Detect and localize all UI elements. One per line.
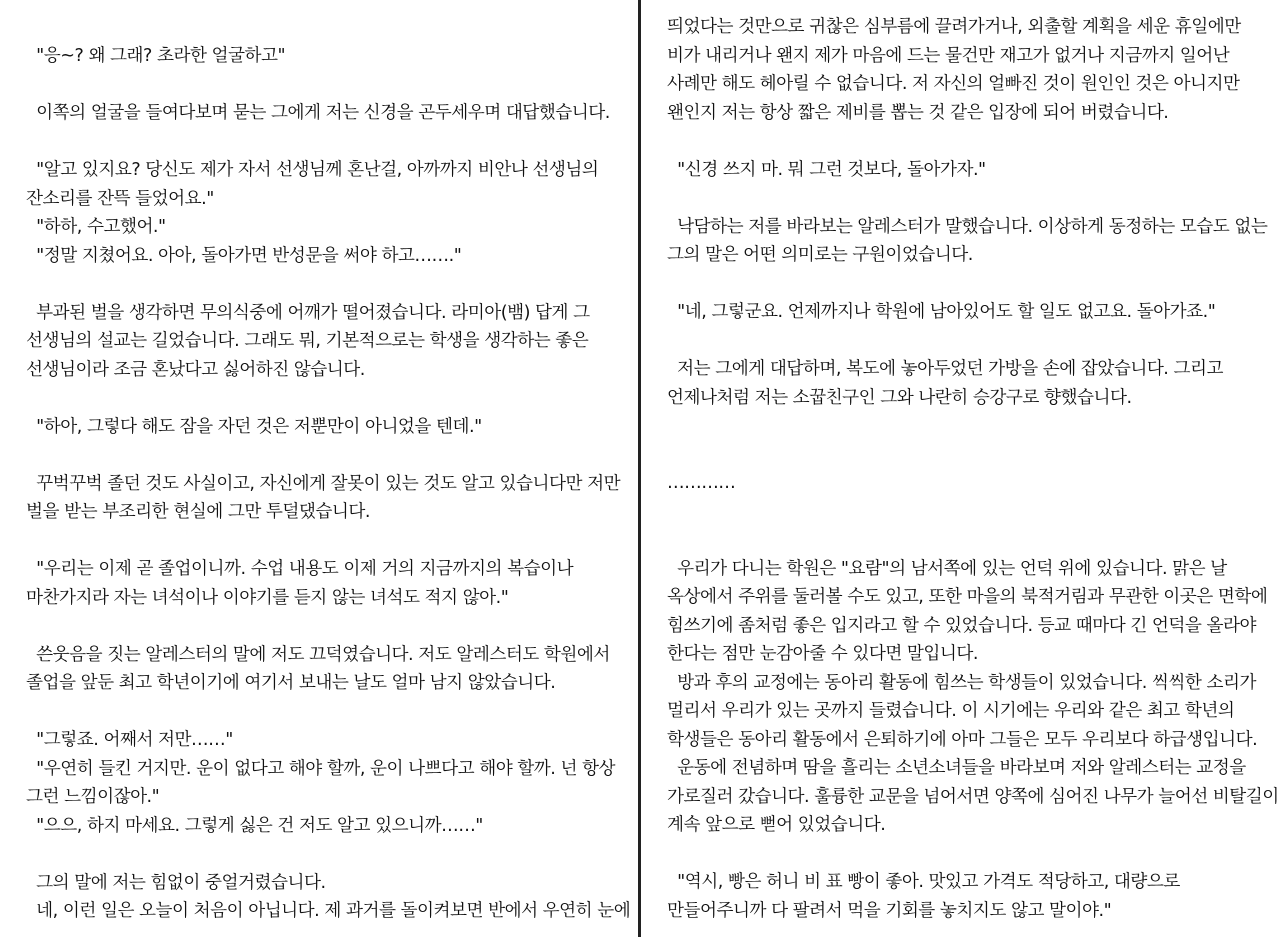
- blank-line: [26, 128, 638, 157]
- text-line: 띄었다는 것만으로 귀찮은 심부름에 끌려가거나, 외출할 계획을 세운 휴일에만: [667, 17, 1241, 37]
- text-line: 왠인지 저는 항상 짧은 제비를 뽑는 것 같은 입장에 되어 버렸습니다.: [667, 102, 1169, 123]
- text-line: "알고 있지요? 당신도 제가 자서 선생님께 혼난걸, 아까까지 비안나 선생님의: [26, 160, 599, 180]
- blank-line: [667, 327, 1280, 356]
- text-line: 네, 이런 일은 오늘이 처음이 아닙니다. 제 과거를 돌이켜보면 반에서 우연히 눈에: [26, 901, 631, 921]
- text-line: "역시, 빵은 허니 비 표 빵이 좋아. 맛있고 가격도 적당하고, 대량으로: [667, 872, 1180, 892]
- blank-line: [26, 384, 638, 413]
- blank-line: [26, 840, 638, 869]
- text-line: "응~? 왜 그래? 초라한 얼굴하고": [26, 46, 286, 66]
- blank-line: [667, 184, 1280, 213]
- text-line: 잔소리를 잔뜩 들었어요.": [26, 188, 214, 209]
- blank-line: [26, 71, 638, 100]
- blank-line: [26, 527, 638, 556]
- text-line: 우리가 다니는 학원은 "요람"의 남서쪽에 있는 언덕 위에 있습니다. 맑은 날: [667, 558, 1227, 579]
- text-line: 낙담하는 저를 바라보는 알레스터가 말했습니다. 이상하게 동정하는 모습도 없는: [667, 216, 1268, 237]
- text-line: 방과 후의 교정에는 동아리 활동에 힘쓰는 학생들이 있었습니다. 씩씩한 소리가: [667, 672, 1256, 693]
- right-page: [641, 0, 1280, 937]
- text-line: "네, 그렇군요. 언제까지나 학원에 남아있어도 할 일도 없고요. 돌아가죠.": [667, 302, 1216, 322]
- blank-line: [26, 612, 638, 641]
- text-line: "으으, 하지 마세요. 그렇게 싫은 건 저도 알고 있으니까……": [26, 815, 483, 836]
- blank-line: [667, 270, 1280, 299]
- text-line: 저는 그에게 대답하며, 복도에 놓아두었던 가방을 손에 잡았습니다. 그리고: [667, 359, 1223, 379]
- blank-line: [667, 412, 1280, 441]
- text-line: 벌을 받는 부조리한 현실에 그만 투덜댔습니다.: [26, 502, 370, 522]
- text-line: 그의 말에 저는 힘없이 중얼거렸습니다.: [26, 872, 326, 893]
- text-line: 선생님이라 조금 혼났다고 싫어하진 않습니다.: [26, 359, 365, 380]
- text-line: 이쪽의 얼굴을 들여다보며 묻는 그에게 저는 신경을 곤두세우며 대답했습니다.: [26, 103, 610, 123]
- text-line: 졸업을 앞둔 최고 학년이기에 여기서 보내는 날도 얼마 남지 않았습니다.: [26, 673, 556, 693]
- text-line: "하아, 그렇다 해도 잠을 자던 것은 저뿐만이 아니었을 텐데.": [26, 416, 482, 437]
- text-line: "신경 쓰지 마. 뭐 그런 것보다, 돌아가자.": [667, 159, 986, 180]
- blank-line: [667, 127, 1280, 156]
- text-line: 옥상에서 주위를 둘러볼 수도 있고, 또한 마을의 북적거림과 무관한 이곳은 면학에: [667, 587, 1268, 607]
- text-line: 한다는 점만 눈감아줄 수 있다면 말입니다.: [667, 644, 978, 664]
- text-line: "우리는 이제 곧 졸업이니까. 수업 내용도 이제 거의 지금까지의 복습이나: [26, 559, 574, 579]
- text-line: 그런 느낌이잖아.": [26, 787, 160, 807]
- text-line: "그렇죠. 어째서 저만……": [26, 730, 233, 750]
- text-line: "우연히 들킨 거지만. 운이 없다고 해야 할까, 운이 나쁘다고 해야 할까. 넌 항상: [26, 758, 616, 779]
- text-line: …………: [667, 473, 736, 493]
- text-line: 꾸벅꾸벅 졸던 것도 사실이고, 자신에게 잘못이 있는 것도 알고 있습니다만 저만: [26, 473, 621, 494]
- blank-line: [667, 441, 1280, 470]
- text-line: 부과된 벌을 생각하면 무의식중에 어깨가 떨어졌습니다. 라미아(뱀) 답게 그: [26, 302, 590, 323]
- text-line: 비가 내리거나 왠지 제가 마음에 드는 물건만 재고가 없거나 지금까지 일어난: [667, 45, 1230, 66]
- text-line: "하하, 수고했어.": [26, 217, 166, 237]
- blank-line: [26, 270, 638, 299]
- text-line: 만들어주니까 다 팔려서 먹을 기회를 놓치지도 않고 말이야.": [667, 900, 1112, 921]
- left-page: [0, 0, 638, 937]
- blank-line: [26, 698, 638, 727]
- text-line: 그의 말은 어떤 의미로는 구원이었습니다.: [667, 245, 973, 265]
- text-line: 언제나처럼 저는 소꿉친구인 그와 나란히 승강구로 향했습니다.: [667, 387, 1132, 408]
- text-line: 가로질러 갔습니다. 훌륭한 교문을 넘어서면 양쪽에 심어진 나무가 늘어선 비탈길이: [667, 786, 1279, 807]
- text-line: 계속 앞으로 뻗어 있었습니다.: [667, 815, 886, 835]
- blank-line: [667, 840, 1280, 869]
- text-line: 마찬가지라 자는 녀석이나 이야기를 듣지 않는 녀석도 적지 않아.": [26, 587, 509, 608]
- text-line: 쓴웃음을 짓는 알레스터의 말에 저도 끄덕였습니다. 저도 알레스터도 학원에서: [26, 644, 610, 665]
- blank-line: [667, 526, 1280, 555]
- text-line: "정말 지쳤어요. 아아, 돌아가면 반성문을 써야 하고…….": [26, 245, 462, 266]
- blank-line: [26, 441, 638, 470]
- text-line: 운동에 전념하며 땀을 흘리는 소년소녀들을 바라보며 저와 알레스터는 교정을: [667, 758, 1246, 778]
- text-line: 멀리서 우리가 있는 곳까지 들렸습니다. 이 시기에는 우리와 같은 최고 학년의: [667, 701, 1235, 721]
- text-line: 학생들은 동아리 활동에서 은퇴하기에 아마 그들은 모두 우리보다 하급생입니다.: [667, 729, 1258, 750]
- text-line: 힘쓰기에 좀처럼 좋은 입지라고 할 수 있었습니다. 등교 때마다 긴 언덕을 올라야: [667, 615, 1256, 636]
- blank-line: [667, 498, 1280, 527]
- text-line: 선생님의 설교는 길었습니다. 그래도 뭐, 기본적으로는 학생을 생각하는 좋은: [26, 331, 589, 351]
- text-line: 사례만 해도 헤아릴 수 없습니다. 저 자신의 얼빠진 것이 원인인 것은 아니지만: [667, 74, 1240, 94]
